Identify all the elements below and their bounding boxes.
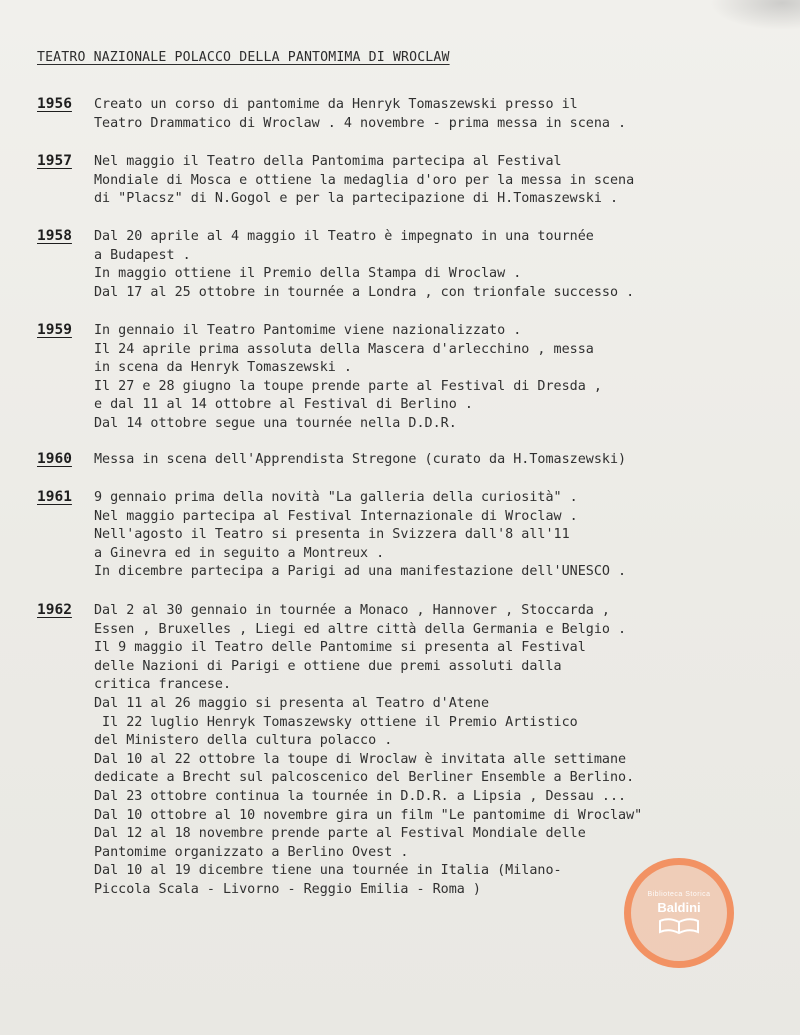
entry-line: Dal 2 al 30 gennaio in tournée a Monaco , Hannover , Stoccarda , — [94, 603, 610, 618]
stamp-content — [644, 891, 714, 935]
entry-line: in scena da Henryk Tomaszewski . — [94, 360, 352, 376]
entry-text — [94, 228, 634, 302]
entry-text — [94, 322, 602, 434]
entry-line: In gennaio il Teatro Pantomime viene nazionalizzato . — [94, 323, 522, 338]
entry-line: Il 9 maggio il Teatro delle Pantomime si presenta al Festival — [94, 640, 586, 656]
entry-year: 1958 — [37, 228, 72, 244]
entry-line: Nel maggio il Teatro della Pantomima partecipa al Festival — [94, 154, 562, 169]
entry-line: del Ministero della cultura polacco . — [94, 733, 393, 749]
entry-line: Essen , Bruxelles , Liegi ed altre città della Germania e Belgio . — [94, 621, 627, 637]
entry-year: 1961 — [37, 489, 72, 505]
entry-line: delle Nazioni di Parigi e ottiene due premi assoluti dalla — [94, 658, 562, 674]
entry-text — [94, 489, 626, 582]
entry-year: 1962 — [37, 602, 72, 618]
entry-line: Dal 23 ottobre continua la tournée in D.D.R. a Lipsia , Dessau ... — [94, 788, 627, 804]
entry-line: Dal 10 al 19 dicembre tiene una tournée in Italia (Milano- — [94, 863, 562, 879]
entry-line: Creato un corso di pantomime da Henryk Tomaszewski presso il — [94, 97, 578, 112]
open-book-icon — [658, 917, 700, 935]
entry-line: e dal 11 al 14 ottobre al Festival di Berlino . — [94, 397, 473, 413]
entry-line: Messa in scena dell'Apprendista Stregone (curato da H.Tomaszewski) — [94, 452, 627, 467]
entry-text — [94, 96, 626, 133]
entry-year: 1960 — [37, 451, 72, 467]
document-title: TEATRO NAZIONALE POLACCO DELLA PANTOMIMA DI WROCLAW — [37, 50, 450, 65]
entry-line: Teatro Drammatico di Wroclaw . 4 novembre - prima messa in scena . — [94, 115, 627, 131]
entry-line: Dal 11 al 26 maggio si presenta al Teatro d'Atene — [94, 695, 490, 711]
entry-line: Mondiale di Mosca e ottiene la medaglia d'oro per la messa in scena — [94, 172, 635, 188]
entry-line: Nel maggio partecipa al Festival Internazionale di Wroclaw . — [94, 508, 578, 524]
entry-year: 1957 — [37, 153, 72, 169]
entry-text — [94, 451, 626, 470]
entry-line: dedicate a Brecht sul palcoscenico del Berliner Ensemble a Berlino. — [94, 770, 635, 786]
entry-text — [94, 602, 642, 900]
entry-line: In maggio ottiene il Premio della Stampa di Wroclaw . — [94, 266, 522, 282]
entry-year: 1959 — [37, 322, 72, 338]
entry-line: Nell'agosto il Teatro si presenta in Svizzera dall'8 all'11 — [94, 527, 570, 543]
entry-line: a Ginevra ed in seguito a Montreux . — [94, 545, 385, 561]
stamp-name: Baldini — [657, 900, 701, 915]
library-stamp — [624, 858, 734, 968]
entry-line: Dal 20 aprile al 4 maggio il Teatro è impegnato in una tournée — [94, 229, 594, 244]
entry-line: Il 22 luglio Henryk Tomaszewsky ottiene il Premio Artistico — [94, 714, 578, 730]
entry-line: Dal 14 ottobre segue una tournée nella D.D.R. — [94, 415, 457, 431]
entry-text — [94, 153, 634, 209]
entry-line: Dal 12 al 18 novembre prende parte al Festival Mondiale delle — [94, 826, 586, 842]
entry-line: Dal 10 ottobre al 10 novembre gira un film "Le pantomime di Wroclaw" — [94, 807, 643, 823]
entry-line: critica francese. — [94, 677, 232, 693]
stamp-top-text: Biblioteca Storica — [647, 891, 711, 898]
entry-line: a Budapest . — [94, 247, 191, 263]
entry-line: di "Placsz" di N.Gogol e per la partecipazione di H.Tomaszewski . — [94, 191, 619, 207]
entry-line: Dal 10 al 22 ottobre la toupe di Wroclaw è invitata alle settimane — [94, 751, 627, 767]
entry-line: Piccola Scala - Livorno - Reggio Emilia - Roma ) — [94, 881, 481, 897]
entry-year: 1956 — [37, 96, 72, 112]
entry-line: Il 27 e 28 giugno la toupe prende parte al Festival di Dresda , — [94, 378, 602, 394]
entry-line: 9 gennaio prima della novità "La galleria della curiosità" . — [94, 490, 578, 505]
entry-line: Il 24 aprile prima assoluta della Mascera d'arlecchino , messa — [94, 341, 594, 357]
paper-smudge — [710, 0, 800, 30]
entry-line: In dicembre partecipa a Parigi ad una manifestazione dell'UNESCO . — [94, 564, 627, 580]
entry-line: Pantomime organizzato a Berlino Ovest . — [94, 844, 409, 860]
entry-line: Dal 17 al 25 ottobre in tournée a Londra , con trionfale successo . — [94, 284, 635, 300]
